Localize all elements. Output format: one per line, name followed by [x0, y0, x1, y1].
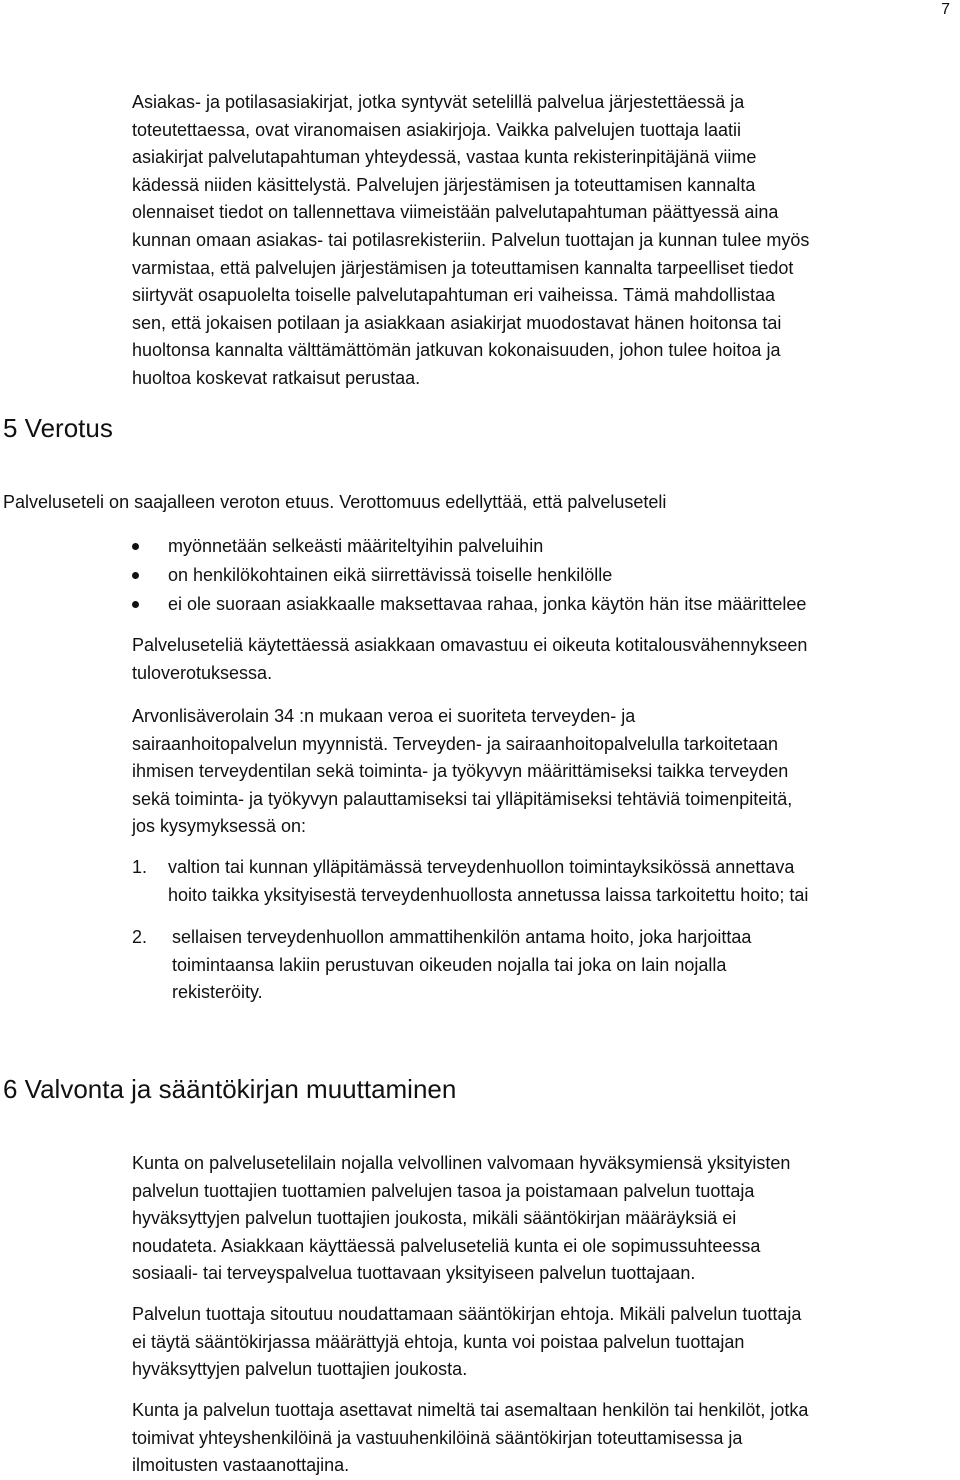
text-line: siirtyvät osapuolelta toiselle palvelutapahtuman eri vaiheissa. Tämä mahdollistaa: [132, 285, 776, 306]
text-line: sosiaali- tai terveyspalvelua tuottavaan yksityiseen palvelun tuottajaan.: [132, 1263, 696, 1284]
paragraph-asiakirjat: [132, 89, 809, 393]
list-item: [132, 561, 806, 590]
paragraph-omavastuu: [132, 632, 807, 687]
text-line: toimintaansa lakiin perustuvan oikeuden nojalla tai joka on lain nojalla: [172, 954, 727, 975]
text-line: ihmisen terveydentilan sekä toiminta- ja työkyvyn määrittämiseksi taikka terveyden: [132, 761, 789, 782]
numbered-item-2: [132, 924, 952, 1008]
text-line: rekisteröity.: [172, 982, 263, 1003]
paragraph-valvonta-1: [132, 1150, 790, 1288]
text-line: hyväksyttyjen palvelun tuottajien joukosta, mikäli sääntökirjan määräyksiä ei: [132, 1208, 737, 1229]
text-line: Palveluseteli on saajalleen veroton etuus. Verottomuus edellyttää, että palveluseteli: [3, 492, 667, 512]
text-line: toimivat yhteyshenkilöinä ja vastuuhenkilöinä sääntökirjan toteuttamisessa ja: [132, 1427, 743, 1448]
page-number: 7: [941, 1, 950, 18]
text-line: huoltonsa kannalta välttämättömän jatkuvan kokonaisuuden, johon tulee hoitoa ja: [132, 340, 781, 361]
paragraph-verotus-intro: [3, 489, 666, 517]
list-number: 2.: [132, 927, 148, 947]
text-line: kunnan omaan asiakas- tai potilasrekisteriin. Palvelun tuottajan ja kunnan tulee myös: [132, 229, 810, 250]
list-item-text: on henkilökohtainen eikä siirrettävissä toiselle henkilölle: [168, 565, 613, 585]
text-line: sellaisen terveydenhuollon ammattihenkilön antama hoito, joka harjoittaa: [172, 927, 752, 947]
text-line: hyväksyttyjen palvelun tuottajien joukosta.: [132, 1359, 468, 1380]
text-line: ilmoitusten vastaanottajina.: [132, 1455, 350, 1476]
section-heading-valvonta: 6 Valvonta ja sääntökirjan muuttaminen: [3, 1074, 457, 1104]
paragraph-valvonta-2: [132, 1301, 801, 1384]
bullet-icon: [132, 543, 139, 550]
list-item-text: [172, 924, 751, 1007]
text-line: Asiakas- ja potilasasiakirjat, jotka syntyvät setelillä palvelua järjestettäessä ja: [132, 92, 745, 112]
text-line: olennaiset tiedot on tallennettava viimeistään palvelutapahtuman päättyessä aina: [132, 202, 779, 223]
text-line: ei täytä sääntökirjassa määrättyjä ehtoja, kunta voi poistaa palvelun tuottajan: [132, 1331, 745, 1352]
text-line: jos kysymyksessä on:: [132, 816, 307, 837]
text-line: palvelun tuottajien tuottamien palvelujen tasoa ja poistamaan palvelun tuottaja: [132, 1180, 755, 1201]
text-line: varmistaa, että palvelujen järjestämisen ja toteuttamisen kannalta tarpeelliset tiedot: [132, 257, 794, 278]
bullet-icon: [132, 572, 139, 579]
text-line: valtion tai kunnan ylläpitämässä terveydenhuollon toimintayksikössä annettava: [168, 857, 795, 877]
text-line: sen, että jokaisen potilaan ja asiakkaan asiakirjat muodostavat hänen hoitonsa tai: [132, 312, 782, 333]
list-number: 1.: [132, 857, 148, 877]
text-line: toteutettaessa, ovat viranomaisen asiakirjoja. Vaikka palvelujen tuottaja laatii: [132, 119, 742, 140]
list-item-text: myönnetään selkeästi määriteltyihin palveluihin: [168, 536, 544, 556]
list-item-text: [168, 854, 808, 909]
text-line: asiakirjat palvelutapahtuman yhteydessä, vastaa kunta rekisterinpitäjänä viime: [132, 147, 757, 168]
list-item: [132, 590, 806, 619]
text-line: tuloverotuksessa.: [132, 662, 273, 683]
paragraph-arvonlisavero: [132, 703, 792, 841]
text-line: Arvonlisäverolain 34 :n mukaan veroa ei suoriteta terveyden- ja: [132, 706, 636, 726]
list-item: [132, 532, 806, 561]
section-heading-verotus: 5 Verotus: [3, 413, 113, 443]
bullet-list: [132, 532, 806, 619]
text-line: sairaanhoitopalvelun myynnistä. Terveyden- ja sairaanhoitopalvelulla tarkoitetaan: [132, 733, 779, 754]
bullet-icon: [132, 601, 139, 608]
text-line: Palveluseteliä käytettäessä asiakkaan omavastuu ei oikeuta kotitalousvähennykseen: [132, 635, 808, 655]
text-line: hoito taikka yksityisestä terveydenhuollosta annetussa laissa tarkoitettu hoito; tai: [168, 884, 809, 905]
text-line: Kunta ja palvelun tuottaja asettavat nimeltä tai asemaltaan henkilön tai henkilöt, jotka: [132, 1400, 809, 1420]
text-line: kädessä niiden käsittelystä. Palvelujen järjestämisen ja toteuttamisen kannalta: [132, 174, 756, 195]
numbered-item-1: [132, 854, 952, 910]
text-line: noudateta. Asiakkaan käyttäessä palveluseteliä kunta ei ole sopimussuhteessa: [132, 1235, 761, 1256]
text-line: huoltoa koskevat ratkaisut perustaa.: [132, 367, 421, 388]
text-line: Palvelun tuottaja sitoutuu noudattamaan sääntökirjan ehtoja. Mikäli palvelun tuottaja: [132, 1304, 802, 1324]
text-line: Kunta on palvelusetelilain nojalla velvollinen valvomaan hyväksymiensä yksityisten: [132, 1153, 791, 1173]
list-item-text: ei ole suoraan asiakkaalle maksettavaa rahaa, jonka käytön hän itse määrittelee: [168, 594, 807, 614]
paragraph-valvonta-3: [132, 1397, 808, 1480]
text-line: sekä toiminta- ja työkyvyn palauttamiseksi tai ylläpitämiseksi tehtäviä toimenpiteitä,: [132, 788, 793, 809]
